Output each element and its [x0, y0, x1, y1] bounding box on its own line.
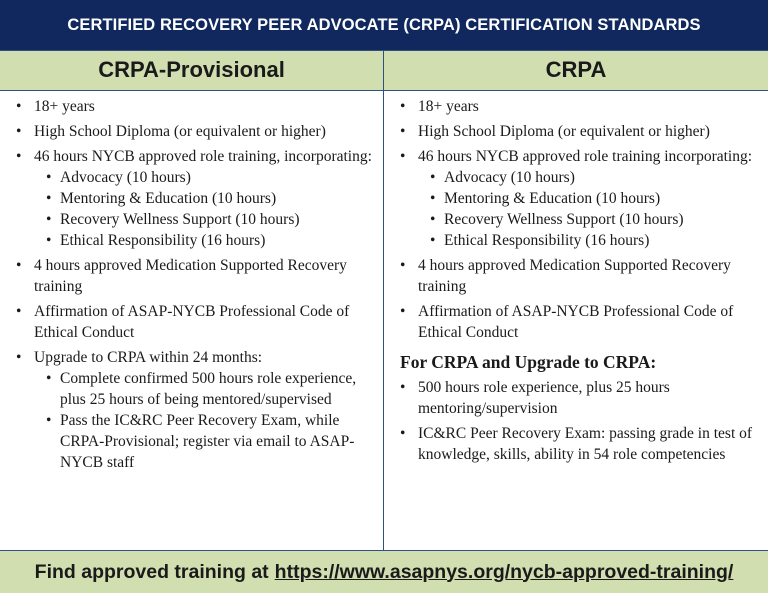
sub-requirement-item: • Ethical Responsibility (16 hours): [34, 230, 378, 251]
requirement-text: IC&RC Peer Recovery Exam: passing grade in test of knowledge, skills, ability in 54 role competencies: [418, 425, 753, 463]
requirement-text: 4 hours approved Medication Supported Recovery training: [418, 257, 731, 295]
page-title: CERTIFIED RECOVERY PEER ADVOCATE (CRPA) CERTIFICATION STANDARDS: [0, 0, 768, 50]
requirement-item: [384, 146, 764, 251]
sub-requirement-item: • Recovery Wellness Support (10 hours): [34, 209, 378, 230]
sub-requirement-item: • Mentoring & Education (10 hours): [34, 188, 378, 209]
requirement-item: [0, 121, 378, 142]
requirement-text: High School Diploma (or equivalent or higher): [34, 123, 326, 140]
requirement-item: [0, 347, 378, 473]
sub-requirement-item: • Advocacy (10 hours): [34, 167, 378, 188]
requirement-text: Affirmation of ASAP-NYCB Professional Code of Ethical Conduct: [418, 303, 734, 341]
footer-banner: [0, 551, 768, 593]
sub-requirement-item: • Mentoring & Education (10 hours): [418, 188, 764, 209]
requirement-text: 18+ years: [34, 98, 95, 115]
requirement-item: [0, 146, 378, 251]
requirement-text: 4 hours approved Medication Supported Recovery training: [34, 257, 347, 295]
requirement-text: High School Diploma (or equivalent or higher): [418, 123, 710, 140]
divider-top: [0, 50, 768, 51]
requirement-item: [384, 377, 764, 419]
upgrade-subheading: For CRPA and Upgrade to CRPA:: [400, 352, 657, 372]
crpa-provisional-requirements: [0, 96, 378, 473]
requirement-text: 500 hours role experience, plus 25 hours mentoring/supervision: [418, 379, 670, 417]
column-heading-crpa-provisional: CRPA-Provisional: [0, 50, 383, 90]
crpa-requirements: [384, 96, 764, 343]
requirement-item: [384, 301, 764, 343]
requirement-text: 46 hours NYCB approved role training incorporating:: [418, 148, 753, 165]
sub-requirement-item: • Advocacy (10 hours): [418, 167, 764, 188]
requirement-item: [384, 423, 764, 465]
requirement-item: [384, 121, 764, 142]
divider-under-headings: [0, 90, 768, 91]
requirement-text: Affirmation of ASAP-NYCB Professional Code of Ethical Conduct: [34, 303, 350, 341]
requirement-item: [0, 301, 378, 343]
sub-requirement-list: [34, 167, 378, 251]
sub-requirement-item: • Pass the IC&RC Peer Recovery Exam, while CRPA-Provisional; register via email to ASAP-NYCB staff: [34, 410, 378, 473]
crpa-provisional-column: [0, 92, 378, 473]
crpa-column: [384, 92, 764, 465]
requirement-item: [384, 96, 764, 117]
footer-text: Find approved training at: [34, 560, 269, 583]
upgrade-requirements: [384, 377, 764, 465]
sub-requirement-list: [34, 368, 378, 473]
sub-requirement-item: • Ethical Responsibility (16 hours): [418, 230, 764, 251]
requirement-item: [384, 255, 764, 297]
requirement-text: 46 hours NYCB approved role training, incorporating:: [34, 148, 372, 165]
column-heading-crpa: CRPA: [384, 50, 768, 90]
sub-requirement-item: • Recovery Wellness Support (10 hours): [418, 209, 764, 230]
sub-requirement-item: • Complete confirmed 500 hours role experience, plus 25 hours of being mentored/supervised: [34, 368, 378, 410]
requirement-item: [0, 255, 378, 297]
requirement-item: [0, 96, 378, 117]
training-link[interactable]: https://www.asapnys.org/nycb-approved-training/: [274, 560, 734, 583]
requirement-text: 18+ years: [418, 98, 479, 115]
sub-requirement-list: [418, 167, 764, 251]
requirement-text: Upgrade to CRPA within 24 months:: [34, 349, 263, 366]
